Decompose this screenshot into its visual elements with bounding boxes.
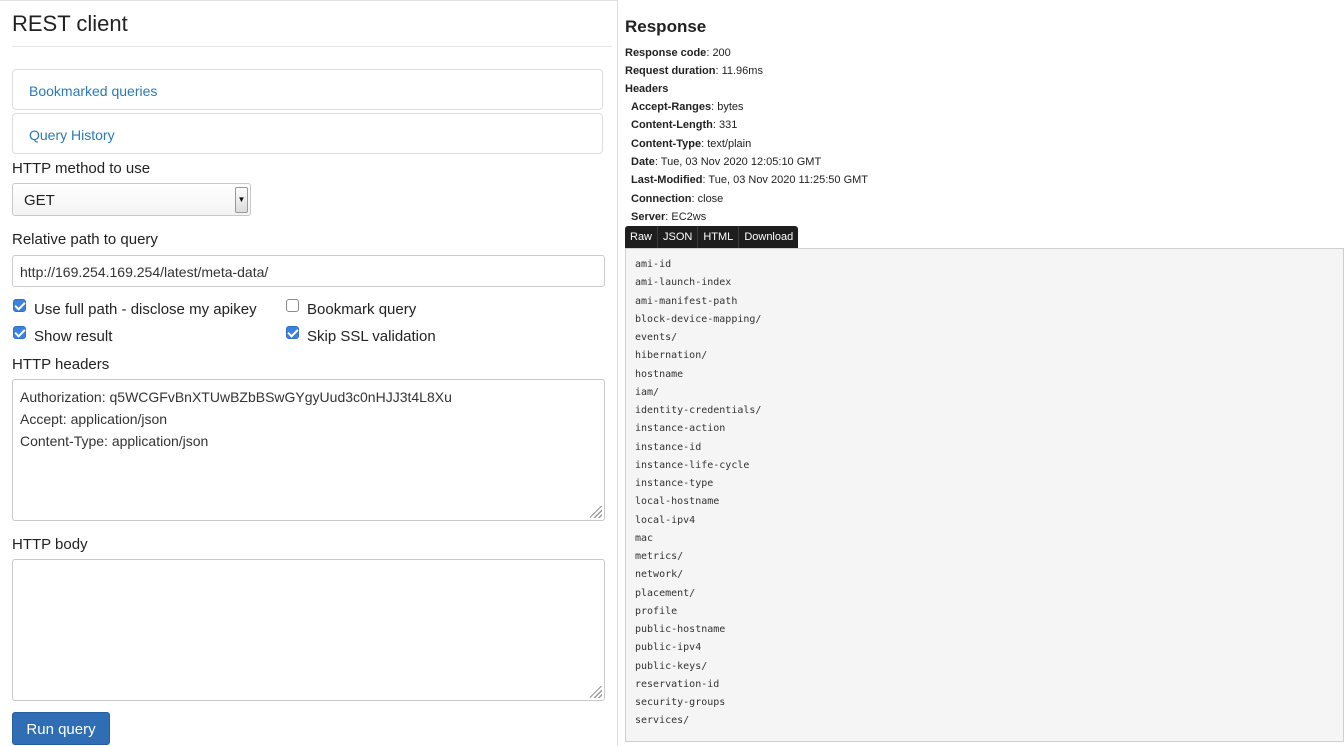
response-header-row: Last-Modified: Tue, 03 Nov 2020 11:25:50 GMT [631,174,869,186]
header-line: Content-Type: application/json [20,433,209,449]
request-form [0,0,618,746]
response-line: public-keys/ [635,660,708,672]
response-header-row: Content-Type: text/plain [631,138,752,150]
tab-raw[interactable]: Raw [625,226,658,248]
response-panel [618,0,1344,746]
response-line: instance-id [635,441,702,453]
path-label: Relative path to query [12,231,158,248]
response-line: instance-action [635,423,726,435]
response-code-label: Response code [625,47,707,59]
tab-html[interactable]: HTML [698,226,739,248]
response-line: block-device-mapping/ [635,313,762,325]
resize-grip-icon[interactable] [590,506,602,518]
response-line: placement/ [635,587,696,599]
response-line: identity-credentials/ [635,405,762,416]
response-header-row: Accept-Ranges: bytes [631,101,744,113]
tab-download[interactable]: Download [744,231,794,243]
show-result-checkbox[interactable] [13,326,26,339]
body-label: HTTP body [12,536,88,553]
response-line: local-hostname [635,496,720,508]
response-code: Response code: 200 [625,47,731,59]
method-select-value: GET [24,192,55,209]
response-line: security-groups [635,697,726,708]
response-line: local-ipv4 [635,514,696,526]
path-input-value: http://169.254.169.254/latest/meta-data/ [20,264,269,280]
response-line: instance-life-cycle [635,459,750,471]
full-path-checkbox[interactable] [13,299,26,312]
response-line: instance-type [635,478,714,489]
resize-grip-icon[interactable] [590,686,602,698]
headers-heading: Headers [625,83,669,95]
run-query-button[interactable]: Run query [12,712,110,745]
show-result-label: Show result [34,328,113,345]
response-line: events/ [635,332,678,343]
response-format-tabs [625,226,798,248]
skip-ssl-label: Skip SSL validation [307,328,436,345]
request-duration-value: 11.96ms [721,65,763,77]
page-title: REST client [12,11,128,36]
chevron-down-icon[interactable]: ▼ [235,187,248,213]
response-line: metrics/ [635,551,684,562]
response-line: network/ [635,569,684,581]
response-line: reservation-id [635,678,720,690]
headers-label: HTTP headers [12,356,110,373]
query-history-link[interactable]: Query History [29,127,115,143]
path-input[interactable] [12,255,605,287]
response-title: Response [625,17,707,36]
response-header-row: Connection: close [631,193,724,205]
method-select[interactable] [12,183,251,216]
header-line: Accept: application/json [20,411,168,427]
response-line: public-ipv4 [635,642,702,654]
method-label: HTTP method to use [12,160,151,177]
tab-json[interactable]: JSON [658,226,698,248]
response-line: profile [635,605,678,617]
request-duration: Request duration: 11.96ms [625,65,763,77]
response-line: ami-launch-index [635,277,732,289]
response-header-row: Content-Length: 331 [631,119,738,131]
response-line: ami-manifest-path [635,295,738,307]
response-line: hostname [635,368,684,380]
response-line: iam/ [635,386,660,398]
query-history-panel [12,113,603,154]
title-divider [12,46,612,47]
bookmarked-queries-panel [12,69,603,110]
response-header-row: Server: EC2ws [631,211,707,223]
request-duration-label: Request duration [625,65,716,77]
skip-ssl-checkbox[interactable] [286,326,299,339]
bookmarked-queries-link[interactable]: Bookmarked queries [29,83,158,99]
headers-textarea[interactable] [12,379,605,521]
response-line: mac [635,532,654,544]
response-body [625,248,1344,742]
response-line: services/ [635,715,690,727]
bookmark-query-checkbox[interactable] [286,299,299,312]
response-line: hibernation/ [635,350,708,362]
response-header-row: Date: Tue, 03 Nov 2020 12:05:10 GMT [631,156,822,168]
response-line: ami-id [635,259,672,270]
full-path-label: Use full path - disclose my apikey [34,301,257,318]
bookmark-query-label: Bookmark query [307,301,417,318]
header-line: Authorization: q5WCGFvBnXTUwBZbBSwGYgyUud3c0nHJJ3t4L8Xu [20,389,452,405]
response-code-value: 200 [712,47,731,59]
response-line: public-hostname [635,624,726,635]
body-textarea[interactable] [12,559,605,701]
